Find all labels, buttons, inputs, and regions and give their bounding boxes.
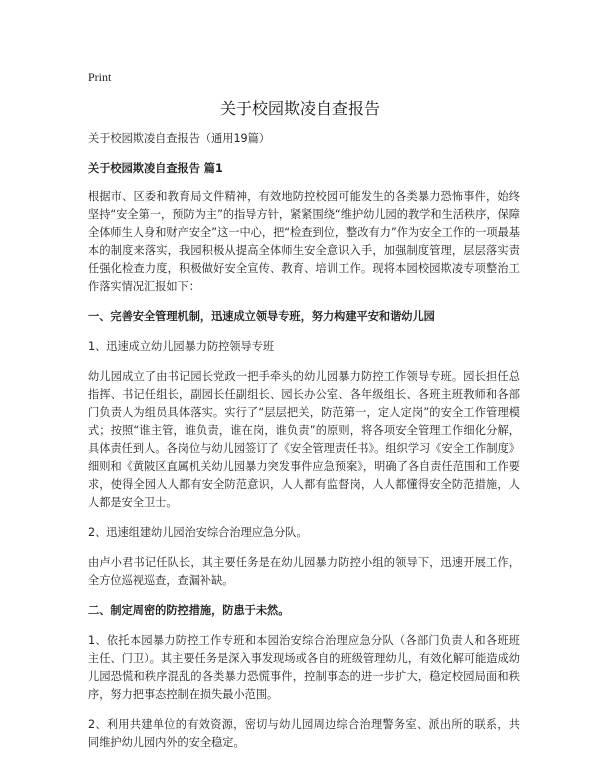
section-1-item-2-body: 由卢小君书记任队长，其主要任务是在幼儿园暴力防控小组的领导下，迅速开展工作，全方位巡视巡查，查漏补缺。: [88, 556, 520, 587]
print-link[interactable]: Print: [88, 70, 112, 84]
intro-paragraph: 根据市、区委和教育局文件精神，有效地防控校园可能发生的各类暴力恐怖事件，始终坚持“安全第一，预防为主”的指导方针，紧紧围绕“维护幼儿园的教学和生活秩序，保障全体师生人身和财产安全”这一中心，把“检查到位，整改有力”作为安全工作的一项最基本的制度来落实，我园积极从提高全体师生安全意识入手，加强制度管理，层层落实责任强化检查力度，积极做好安全宣传、教育、培训工作。现将本园校园欺凌专项整治工作落实情况汇报如下：: [88, 190, 520, 293]
section-1-item-1-body: 幼儿园成立了由书记园长党政一把手牵头的幼儿园暴力防控工作领导专班。园长担任总指挥、书记任组长，副园长任副组长、园长办公室、各年级组长、各班主班教师和各部门负责人为组员具体落实。实行了“层层把关，防范第一，定人定岗”的安全工作管理模式；按照“谁主管，谁负责，谁在岗，谁负责”的原则，将各项安全管理工作细化分解，具体责任到人。各岗位与幼儿园签订了《安全管理责任书》。组织学习《安全工作制度》细则和《黄陂区直属机关幼儿园暴力突发事件应急预案》，明确了各自责任范围和工作要求，使得全园人人都有安全防范意识，人人都有监督岗，人人都懂得安全防范措施，人人都是安全卫士。: [88, 370, 520, 509]
section-2-heading: 二、制定周密的防控措施，防患于未然。: [88, 604, 290, 617]
part-heading: 关于校园欺凌自查报告 篇1: [88, 162, 223, 175]
document-subtitle: 关于校园欺凌自查报告（通用19篇）: [88, 132, 271, 145]
section-1-item-2: 2、迅速组建幼儿园治安综合治理应急分队。: [88, 526, 308, 539]
document-body: [88, 130, 520, 764]
section-2-item-2: 2、利用共建单位的有效资源，密切与幼儿园周边综合治理警务室、派出所的联系，共同维护幼儿园内外的安全稳定。: [88, 718, 520, 749]
page-title: 关于校园欺凌自查报告: [219, 99, 380, 118]
section-1-item-1: 1、迅速成立幼儿园暴力防控领导专班: [88, 340, 275, 353]
section-1-heading: 一、完善安全管理机制，迅速成立领导专班，努力构建平安和谐幼儿园: [88, 310, 435, 323]
section-2-item-1: 1、依托本园暴力防控工作专班和本园治安综合治理应急分队（各部门负责人和各班班主任、门卫）。其主要任务是深入事发现场或各自的班级管理幼儿，有效化解可能造成幼儿园恐慌和秩序混乱的各类暴力恐慌事件，控制事态的进一步扩大，稳定校园局面和秩序，努力把事态控制在损失最小范围。: [88, 634, 520, 701]
